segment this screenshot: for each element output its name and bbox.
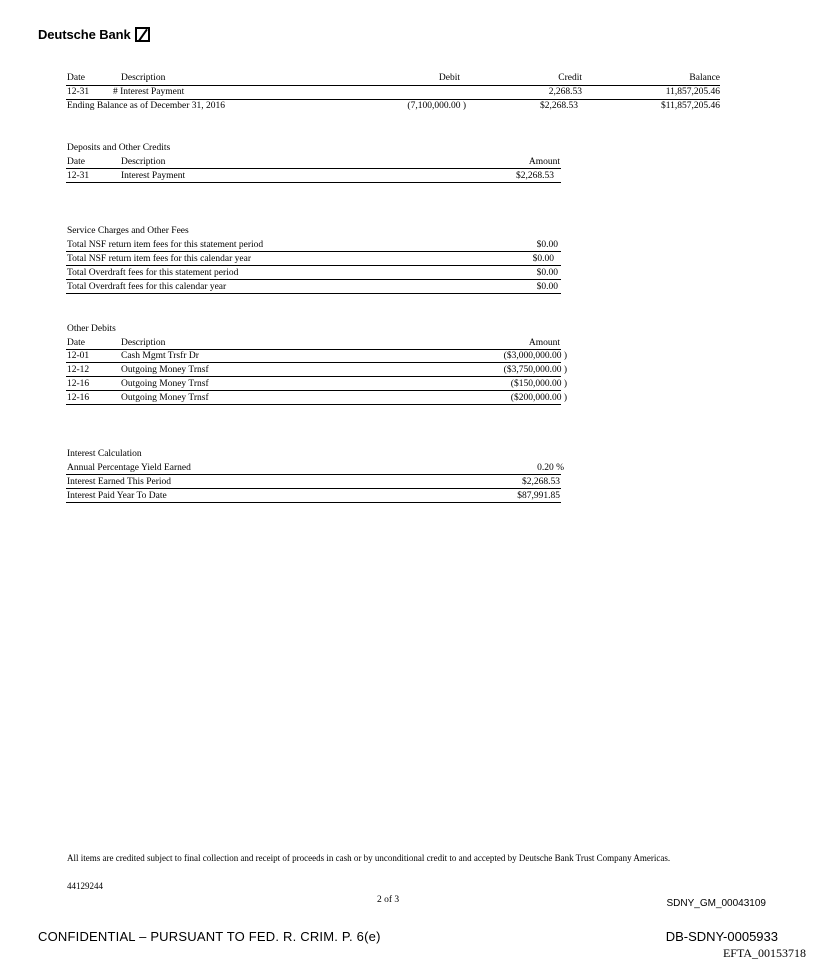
service-row-amount: $0.00	[536, 268, 558, 278]
debit-row-description: Outgoing Money Trnsf	[121, 379, 209, 389]
activity-col-debit: Debit	[438, 73, 460, 83]
service-row-amount: $0.00	[536, 240, 558, 250]
debit-row-date: 12-01	[67, 351, 90, 361]
bates-number-2: DB-SDNY-0005933	[665, 929, 778, 944]
deposit-row-date: 12-31	[67, 171, 90, 181]
debits-col-description: Description	[121, 338, 166, 348]
debit-row-amount: ($150,000.00 )	[510, 379, 567, 389]
service-row-amount: $0.00	[532, 254, 554, 264]
service-row-label: Total Overdraft fees for this calendar year	[67, 282, 227, 292]
interest-row-amount: $2,268.53	[522, 477, 560, 487]
service-row-amount: $0.00	[536, 282, 558, 292]
deposits-col-description: Description	[121, 157, 166, 167]
interest-row-label: Interest Earned This Period	[67, 477, 172, 487]
bates-number-1: SDNY_GM_00043109	[666, 898, 766, 909]
confidential-notice: CONFIDENTIAL – PURSUANT TO FED. R. CRIM. P. 6(e)	[38, 929, 381, 944]
activity-col-balance: Balance	[689, 73, 720, 83]
activity-col-credit: Credit	[558, 73, 582, 83]
debit-row-description: Outgoing Money Trnsf	[121, 393, 209, 403]
footer-note: All items are credited subject to final collection and receipt of proceeds in cash or by unconditional credit to and accepted by Deutsche Bank Trust Company Americas.	[67, 853, 671, 863]
debit-row-amount: ($3,750,000.00 )	[503, 365, 567, 375]
activity-row-balance: 11,857,205.46	[665, 87, 720, 97]
ending-balance-debit: (7,100,000.00 )	[407, 101, 466, 111]
debits-col-date: Date	[67, 338, 85, 348]
debit-row-date: 12-16	[67, 379, 90, 389]
deposit-row-description: Interest Payment	[121, 171, 186, 181]
debit-row-description: Cash Mgmt Trsfr Dr	[121, 351, 199, 361]
interest-title: Interest Calculation	[67, 449, 142, 459]
deutsche-bank-slash-icon	[135, 27, 150, 42]
deposits-title: Deposits and Other Credits	[67, 143, 171, 153]
debit-row-amount: ($200,000.00 )	[510, 393, 567, 403]
interest-row-label: Annual Percentage Yield Earned	[67, 463, 191, 473]
debit-row-amount: ($3,000,000.00 )	[503, 351, 567, 361]
interest-row-amount: 0.20 %	[537, 463, 564, 473]
bank-name: Deutsche Bank	[38, 27, 131, 42]
activity-col-description: Description	[121, 73, 166, 83]
activity-row-description: # Interest Payment	[113, 87, 185, 97]
efta-number: EFTA_00153718	[722, 946, 806, 960]
page-number: 2 of 3	[377, 895, 400, 905]
service-row-label: Total NSF return item fees for this statement period	[67, 240, 264, 250]
ending-balance-label: Ending Balance as of December 31, 2016	[67, 101, 226, 111]
debit-row-description: Outgoing Money Trnsf	[121, 365, 209, 375]
ending-balance-credit: $2,268.53	[540, 101, 578, 111]
ending-balance-balance: $11,857,205.46	[660, 101, 720, 111]
deposit-row-amount: $2,268.53	[516, 171, 554, 181]
service-title: Service Charges and Other Fees	[67, 226, 189, 236]
interest-row-label: Interest Paid Year To Date	[67, 491, 167, 501]
account-number: 44129244	[67, 881, 103, 891]
activity-col-date: Date	[67, 73, 85, 83]
deposits-col-date: Date	[67, 157, 85, 167]
activity-row-date: 12-31	[67, 87, 90, 97]
deposits-col-amount: Amount	[528, 157, 560, 167]
service-row-label: Total NSF return item fees for this calendar year	[67, 254, 251, 264]
activity-row-credit: 2,268.53	[548, 87, 582, 97]
service-row-label: Total Overdraft fees for this statement period	[67, 268, 239, 278]
debit-row-date: 12-12	[67, 365, 90, 375]
debits-title: Other Debits	[67, 324, 116, 334]
debits-col-amount: Amount	[528, 338, 560, 348]
interest-row-amount: $87,991.85	[517, 491, 560, 501]
bank-logo	[38, 27, 150, 42]
debit-row-date: 12-16	[67, 393, 90, 403]
